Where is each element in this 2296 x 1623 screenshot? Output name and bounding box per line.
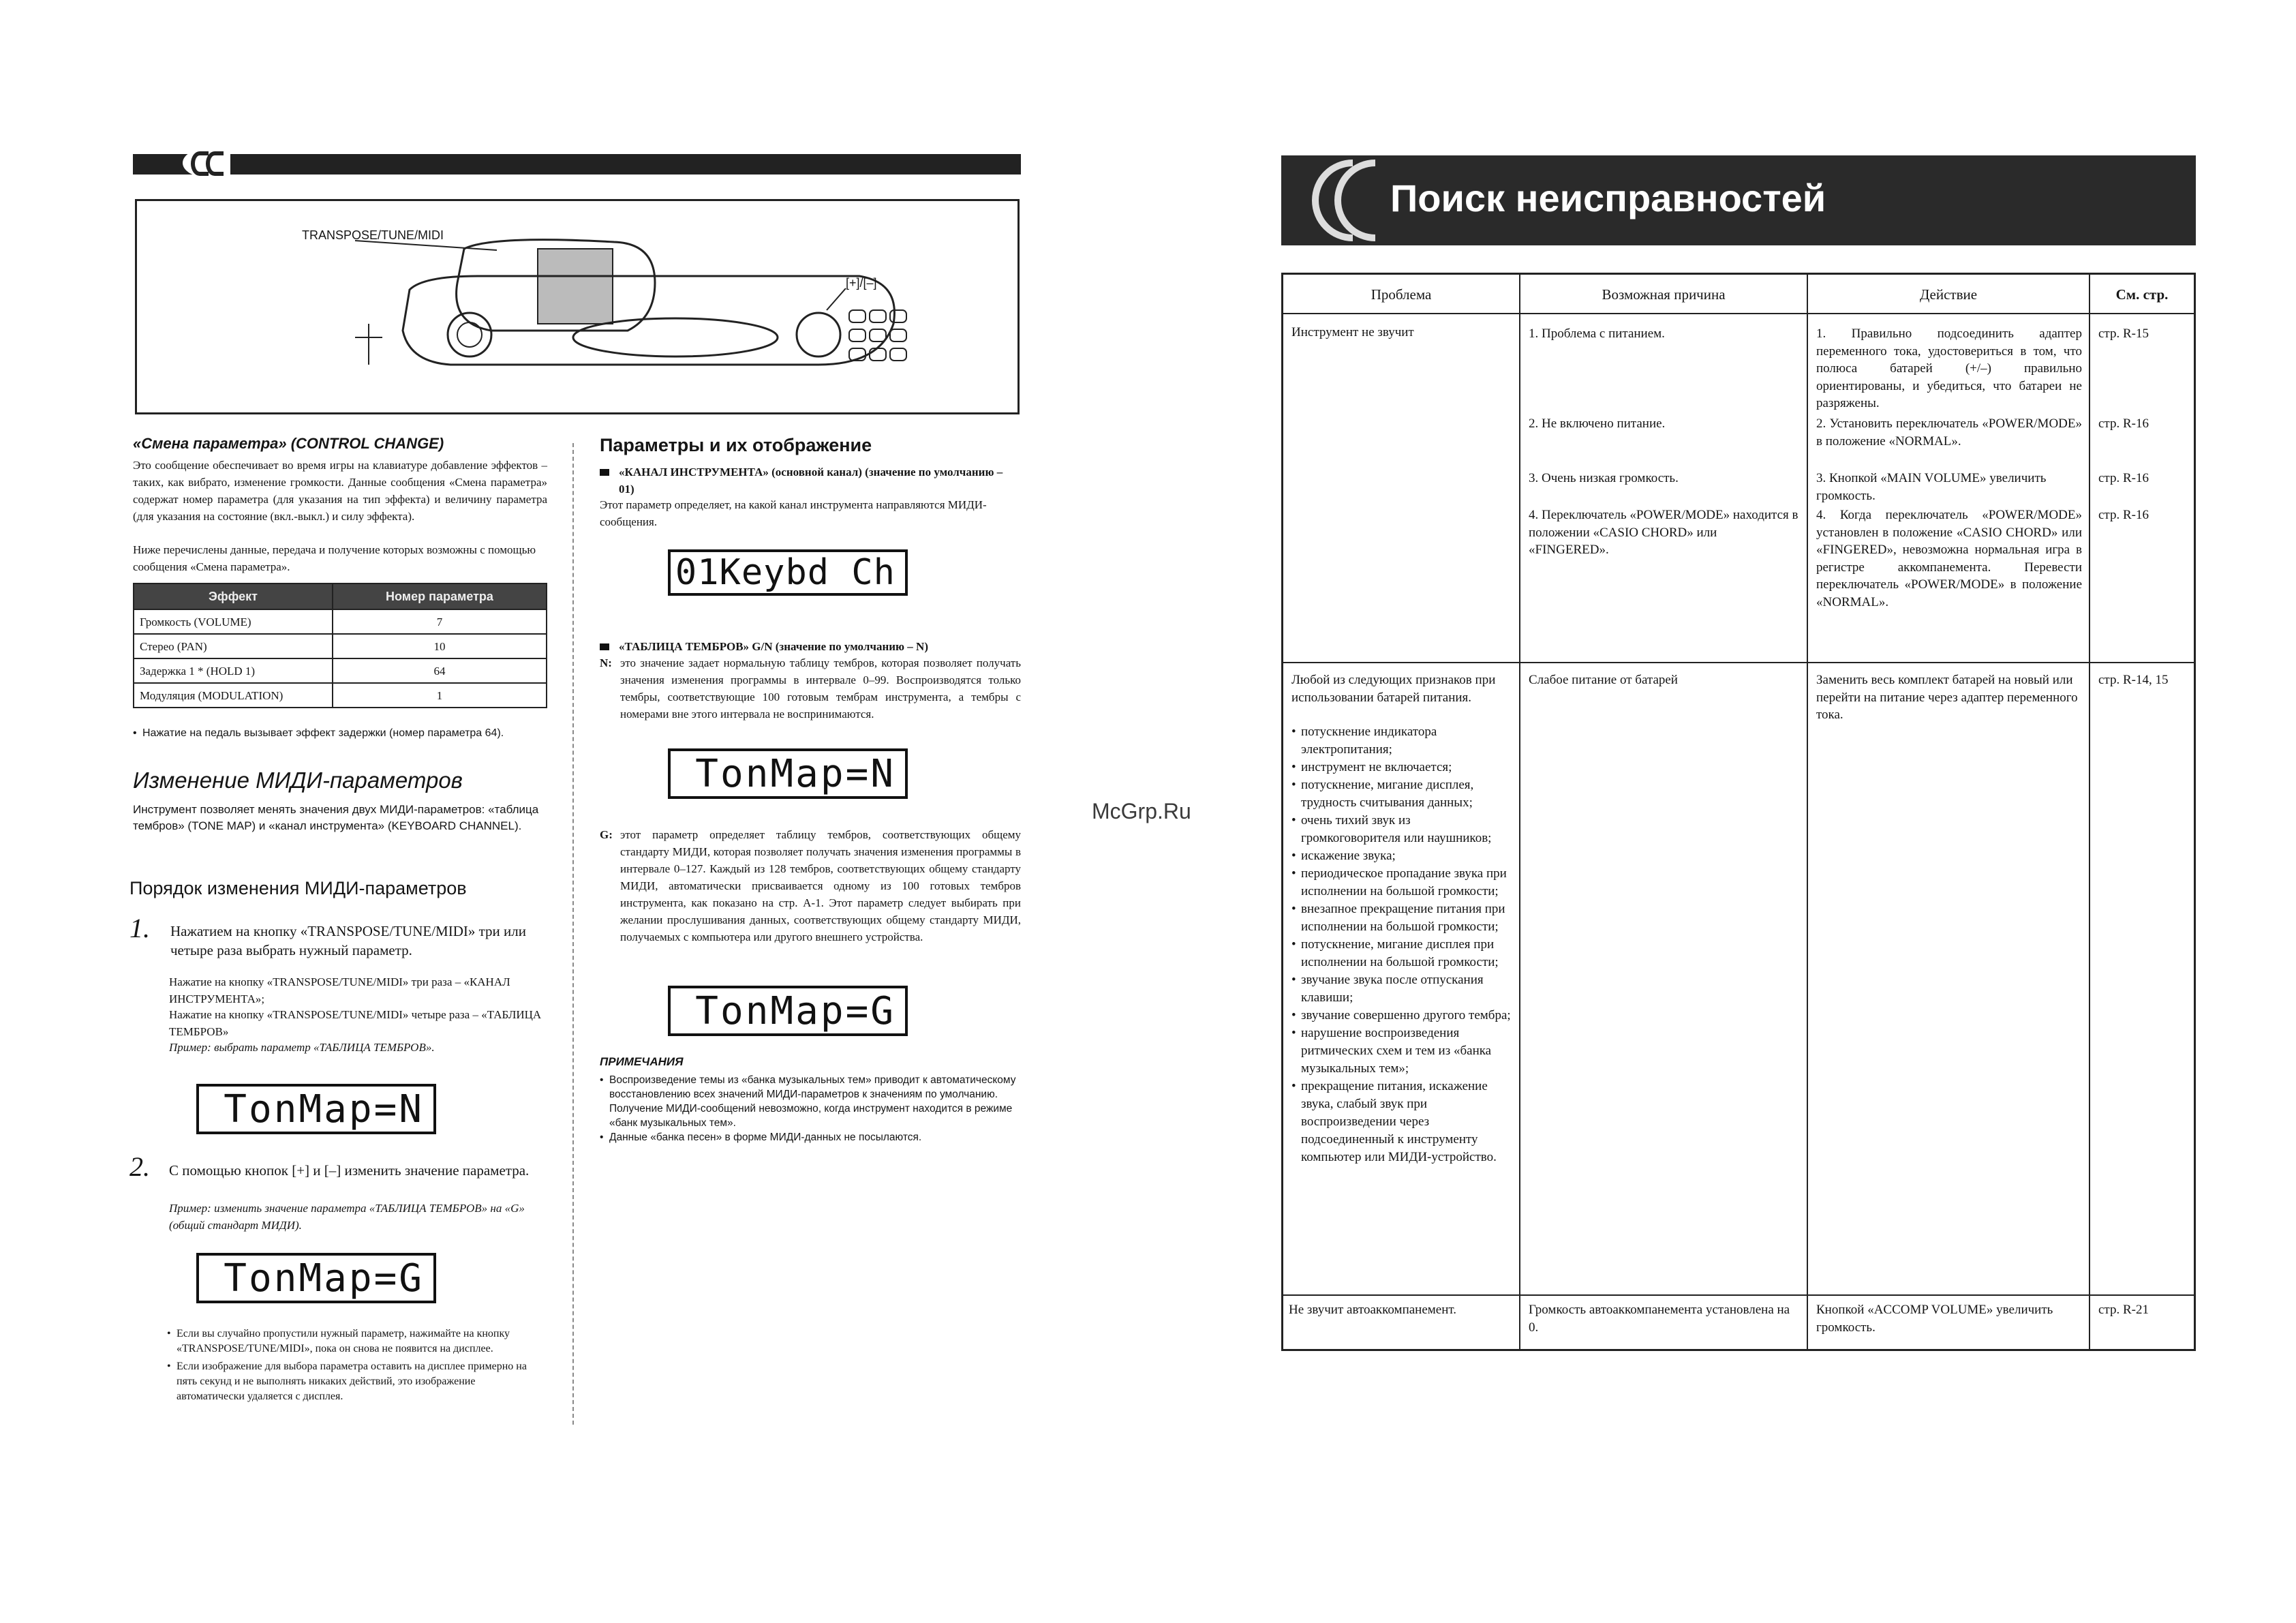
row1-cause-4: 4. Переключатель «POWER/MODE» находится в положении «CASIO CHORD» или «FINGERED». [1529,508,1798,557]
tm-heading: «ТАБЛИЦА ТЕМБРОВ» G/N (значение по умолчанию – N) [619,640,928,653]
table-cell: 10 [332,635,546,658]
list-item: • потускнение индикатора электропитания; [1291,723,1511,759]
cc-footnote [133,725,547,742]
cc-table-header-number: Номер параметра [332,584,546,609]
step-bullets [167,1326,545,1404]
n-body: это значение задает нормальную таблицу тембров, которая позволяет получать значения изменения программы в интервале 0–99. Воспроизводятся только тембры, соответствующие 100 готовым тембрам инструмента, а тембры с номерами вне этого интервала не воспринимаются. [620,656,1021,721]
step1-note-1: Нажатие на кнопку «TRANSPOSE/TUNE/MIDI» три раза – «КАНАЛ ИНСТРУМЕНТА»; [169,975,510,1005]
cc-body: Это сообщение обеспечивает во время игры на клавиатуре добавление эффектов – таких, как вибрато, изменение громкости. Данные сообщения «Смена параметра» содержат номер параметра (для указания на тип эффекта) и величину параметра (для указания на состояние (вкл.-выкл.) и силу эффекта). [133,459,547,523]
troubleshooting-table [1281,273,2196,1351]
row3-cause: Громкость автоаккомпанемента установлена на 0. [1529,1303,1790,1335]
table-cell: Громкость (VOLUME) [140,616,251,628]
order-title: Порядок изменения МИДИ-параметров [129,878,467,898]
table-row [134,658,546,682]
lcd-display-g: TonMap=G [668,986,908,1036]
list-item: • Воспроизведение темы из «банка музыкальных тем» приводит к автоматическому восстановлению всех значений МИДИ-параметров к значениям по умолчанию. Получение МИДИ-сообщений невозможно, когда инструмент находится в режиме «банк музыкальных тем». [600,1073,1021,1130]
table-cell: Задержка 1 * (HOLD 1) [140,665,256,678]
row1-action-3: 3. Кнопкой «MAIN VOLUME» увеличить громкость. [1816,471,2047,503]
keyboard-panel-illustration [135,199,1020,414]
table-row [1283,314,2194,663]
step1-number: 1. [129,913,150,943]
row1-action-2: 2. Установить переключатель «POWER/MODE» в положение «NORMAL». [1816,416,2082,449]
row2-action: Заменить весь комплект батарей на новый или перейти на питание через адаптер переменного тока. [1816,673,2078,722]
row2-cause: Слабое питание от батарей [1529,673,1678,687]
row1-ref-1: стр. R-15 [2098,327,2149,341]
column-divider [572,443,574,1425]
cc-footnote-text: • Нажатие на педаль вызывает эффект задержки (номер параметра 64). [133,725,547,742]
n-label: N: [600,656,612,669]
table-cell: Модуляция (MODULATION) [140,689,284,702]
lcd-display-n: TonMap=N [668,748,908,799]
row3-ref: стр. R-21 [2098,1303,2149,1317]
watermark: McGrp.Ru [1092,799,1191,823]
row2-ref: стр. R-14, 15 [2098,673,2169,687]
header-page: См. стр. [2089,275,2194,314]
list-item: • искажение звука; [1291,847,1511,865]
notes-title: ПРИМЕЧАНИЯ [600,1055,684,1068]
header-cause: Возможная причина [1519,275,1807,314]
lcd-display-channel: 01Keybd Ch [668,549,908,596]
panel-label-transpose: TRANSPOSE/TUNE/MIDI [302,228,444,242]
table-header-row [1283,275,2194,314]
square-bullet-icon [600,643,609,650]
row1-cause-2: 2. Не включено питание. [1529,416,1666,431]
header-problem: Проблема [1371,286,1432,303]
step1-example: Пример: выбрать параметр «ТАБЛИЦА ТЕМБРОВ». [169,1041,435,1054]
midi-body: Инструмент позволяет менять значения двух МИДИ-параметров: «таблица тембров» (TONE MAP) и «канал инструмента» (KEYBOARD CHANNEL). [133,803,539,832]
table-row [1283,1296,2194,1353]
table-cell: 64 [332,659,546,682]
cc-title: «Смена параметра» (CONTROL CHANGE) [133,435,444,452]
cc-table-header-effect: Эффект [209,590,258,603]
list-item: • инструмент не включается; [1291,759,1511,776]
list-item: • Если вы случайно пропустили нужный параметр, нажимайте на кнопку «TRANSPOSE/TUNE/MIDI», пока он снова не появится на дисплее. [167,1326,545,1356]
troubleshooting-title: Поиск неисправностей [1390,177,1826,219]
panel-label-plus-minus: [+]/[–] [846,276,877,290]
ch-body: Этот параметр определяет, на какой канал инструмента направляются МИДИ-сообщения. [600,498,987,528]
ch-heading: «КАНАЛ ИНСТРУМЕНТА» (основной канал) (значение по умолчанию – 01) [619,466,1003,496]
step1-note-2: Нажатие на кнопку «TRANSPOSE/TUNE/MIDI» четыре раза – «ТАБЛИЦА ТЕМБРОВ» [169,1008,542,1038]
row1-ref-4: стр. R-16 [2098,508,2149,522]
list-item: • потускнение, мигание дисплея при исполнении на большой громкости; [1291,936,1511,971]
notes-list [600,1073,1021,1144]
cc-body-2: Ниже перечислены данные, передача и получение которых возможны с помощью сообщения «Смена параметра». [133,543,536,573]
midi-title: Изменение МИДИ-параметров [133,768,463,793]
list-item: • Если изображение для выбора параметра оставить на дисплее примерно на пять секунд и не выполнять никаких действий, это изображение автоматически удаляется с дисплея. [167,1359,545,1404]
g-body: этот параметр определяет таблицу тембров, соответствующих общему стандарту МИДИ, которая позволяет получать значения изменения программы в интервале 0–127. Каждый из 128 тембров, соответствующих общему стандарту МИДИ, автоматически присваивается одному из 100 готовых тембров инструмента, как показано на стр. A-1. Этот параметр следует выбирать при желании прослушивания данных, соответствующих общему стандарту МИДИ, получаемых с компьютера или другого внешнего устройства. [620,828,1021,943]
table-cell: Стерео (PAN) [140,640,207,653]
keyboard-panel-drawing [137,201,1017,412]
list-item: • прекращение питания, искажение звука, слабый звук при воспроизведении через подсоединенный к инструменту компьютер или МИДИ-устройство. [1291,1078,1511,1166]
list-item: • периодическое пропадание звука при исполнении на большой громкости; [1291,865,1511,900]
row1-ref-2: стр. R-16 [2098,416,2149,431]
table-row [1283,663,2194,1296]
table-cell: 7 [332,610,546,633]
row1-cause-3: 3. Очень низкая громкость. [1529,471,1679,485]
list-item: • звучание совершенно другого тембра; [1291,1007,1511,1025]
row1-cause-1: 1. Проблема с питанием. [1529,327,1665,341]
header-action: Действие [1807,275,2089,314]
table-row [134,682,546,707]
list-item: • потускнение, мигание дисплея, трудность считывания данных; [1291,776,1511,812]
step1-text: Нажатием на кнопку «TRANSPOSE/TUNE/MIDI» три или четыре раза выбрать нужный параметр. [170,923,526,958]
step2-number: 2. [129,1151,150,1182]
left-header-bar [133,154,1021,175]
row1-problem: Инструмент не звучит [1291,325,1414,339]
row1-action-4: 4. Когда переключатель «POWER/MODE» установлен в положение «CASIO CHORD» или «FINGERED», невозможна нормальная игра в регистре аккомпанемента. Перевести переключатель «POWER/MODE» в положение «NORMAL». [1816,508,2082,609]
g-label: G: [600,828,613,841]
list-item: • нарушение воспроизведения ритмических схем и тем из «банка музыкальных тем»; [1291,1025,1511,1078]
cc-table [133,583,547,708]
table-cell: 1 [332,684,546,707]
step2-example: Пример: изменить значение параметра «ТАБЛИЦА ТЕМБРОВ» на «G» (общий стандарт МИДИ). [169,1202,525,1232]
lcd-display-step1: TonMap=N [196,1084,436,1134]
row3-action: Кнопкой «ACCOMP VOLUME» увеличить громкость. [1816,1303,2053,1335]
params-title: Параметры и их отображение [600,435,872,455]
row2-problem-intro: Любой из следующих признаков при использовании батарей питания. [1291,673,1496,705]
table-row [134,609,546,633]
row3-problem: Не звучит автоаккомпанемент. [1289,1303,1457,1317]
square-bullet-icon [600,469,609,476]
list-item: • звучание звука после отпускания клавиши; [1291,971,1511,1007]
row1-ref-3: стр. R-16 [2098,471,2149,485]
list-item: • очень тихий звук из громкоговорителя или наушников; [1291,812,1511,847]
list-item: • внезапное прекращение питания при исполнении на большой громкости; [1291,900,1511,936]
row2-problem-list [1291,723,1511,1166]
header-bar-arc-icon [206,151,224,176]
step2-text: С помощью кнопок [+] и [–] изменить значение параметра. [169,1162,530,1179]
row1-action-1: 1. Правильно подсоединить адаптер переменного тока, удостовериться в том, что полюса батарей (+/–) правильно ориентированы, и убедиться, что батареи не разряжены. [1816,327,2082,410]
lcd-display-step2: TonMap=G [196,1253,436,1303]
list-item: • Данные «банка песен» в форме МИДИ-данных не посылаются. [600,1130,1021,1144]
table-row [134,633,546,658]
